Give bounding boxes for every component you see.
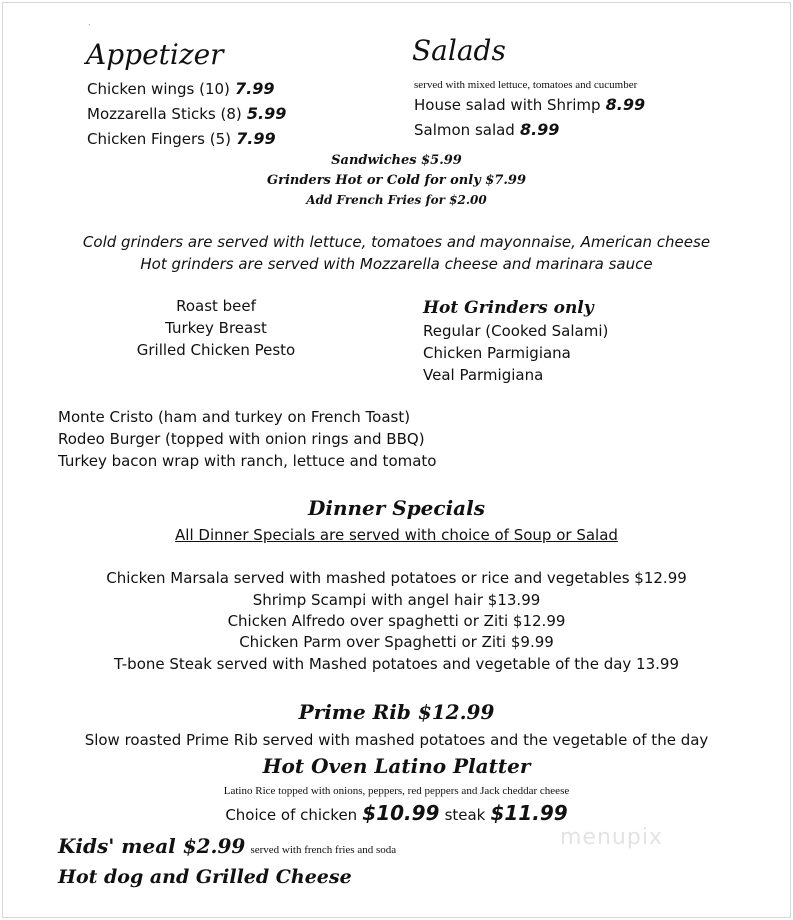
hot-grinder-item: Regular (Cooked Salami) xyxy=(423,322,609,340)
latino-choice: Choice of chicken $10.99 steak $11.99 xyxy=(225,801,568,825)
appetizer-item: Mozzarella Sticks (8) 5.99 xyxy=(87,104,287,123)
dinner-specials-heading: Dinner Specials xyxy=(308,496,485,520)
menupix-watermark: menupix xyxy=(560,825,663,850)
salads-heading: Salads xyxy=(412,34,506,67)
hot-grinder-note: Hot grinders are served with Mozzarella cheese and marinara sauce xyxy=(140,255,653,273)
kids-items: Hot dog and Grilled Cheese xyxy=(58,866,352,888)
hot-grinder-item: Veal Parmigiana xyxy=(423,366,544,384)
dinner-item: Shrimp Scampi with angel hair $13.99 xyxy=(252,591,541,609)
latino-desc: Latino Rice topped with onions, peppers, red peppers and Jack cheddar cheese xyxy=(223,785,570,797)
cold-list-item: Turkey Breast xyxy=(165,319,267,337)
salad-item: House salad with Shrimp 8.99 xyxy=(414,95,646,114)
other-item: Rodeo Burger (topped with onion rings and BBQ) xyxy=(58,430,425,448)
appetizer-item: Chicken Fingers (5) 7.99 xyxy=(87,129,276,148)
latino-platter-heading: Hot Oven Latino Platter xyxy=(262,754,531,778)
salad-item: Salmon salad 8.99 xyxy=(414,120,560,139)
appetizer-item: Chicken wings (10) 7.99 xyxy=(87,79,275,98)
prime-rib-heading: Prime Rib $12.99 xyxy=(298,700,495,724)
cold-list-item: Roast beef xyxy=(176,297,256,315)
other-item: Turkey bacon wrap with ranch, lettuce and tomato xyxy=(58,452,437,470)
dinner-item: Chicken Parm over Spaghetti or Ziti $9.99 xyxy=(239,633,554,651)
dinner-item: T-bone Steak served with Mashed potatoes and vegetable of the day 13.99 xyxy=(113,655,679,673)
fries-addon: Add French Fries for $2.00 xyxy=(306,193,487,207)
dinner-item: Chicken Alfredo over spaghetti or Ziti $12.99 xyxy=(227,612,566,630)
other-item: Monte Cristo (ham and turkey on French Toast) xyxy=(58,408,411,426)
appetizer-heading: Appetizer xyxy=(86,38,224,71)
sandwiches-price: Sandwiches $5.99 xyxy=(331,153,462,168)
dinner-specials-subtitle: All Dinner Specials are served with choice of Soup or Salad xyxy=(175,526,618,544)
grinders-price: Grinders Hot or Cold for only $7.99 xyxy=(267,173,526,188)
prime-rib-desc: Slow roasted Prime Rib served with mashed potatoes and the vegetable of the day xyxy=(84,731,709,749)
hot-grinder-item: Chicken Parmigiana xyxy=(423,344,571,362)
kids-meal: Kids' meal $2.99 served with french fries and soda xyxy=(58,834,397,858)
dinner-item: Chicken Marsala served with mashed potatoes or rice and vegetables $12.99 xyxy=(106,569,687,587)
cold-grinder-note: Cold grinders are served with lettuce, tomatoes and mayonnaise, American cheese xyxy=(82,233,711,251)
corner-dot: . xyxy=(88,18,91,27)
hot-grinders-heading: Hot Grinders only xyxy=(423,298,594,318)
salads-note: served with mixed lettuce, tomatoes and cucumber xyxy=(414,79,638,91)
cold-list-item: Grilled Chicken Pesto xyxy=(136,341,296,359)
